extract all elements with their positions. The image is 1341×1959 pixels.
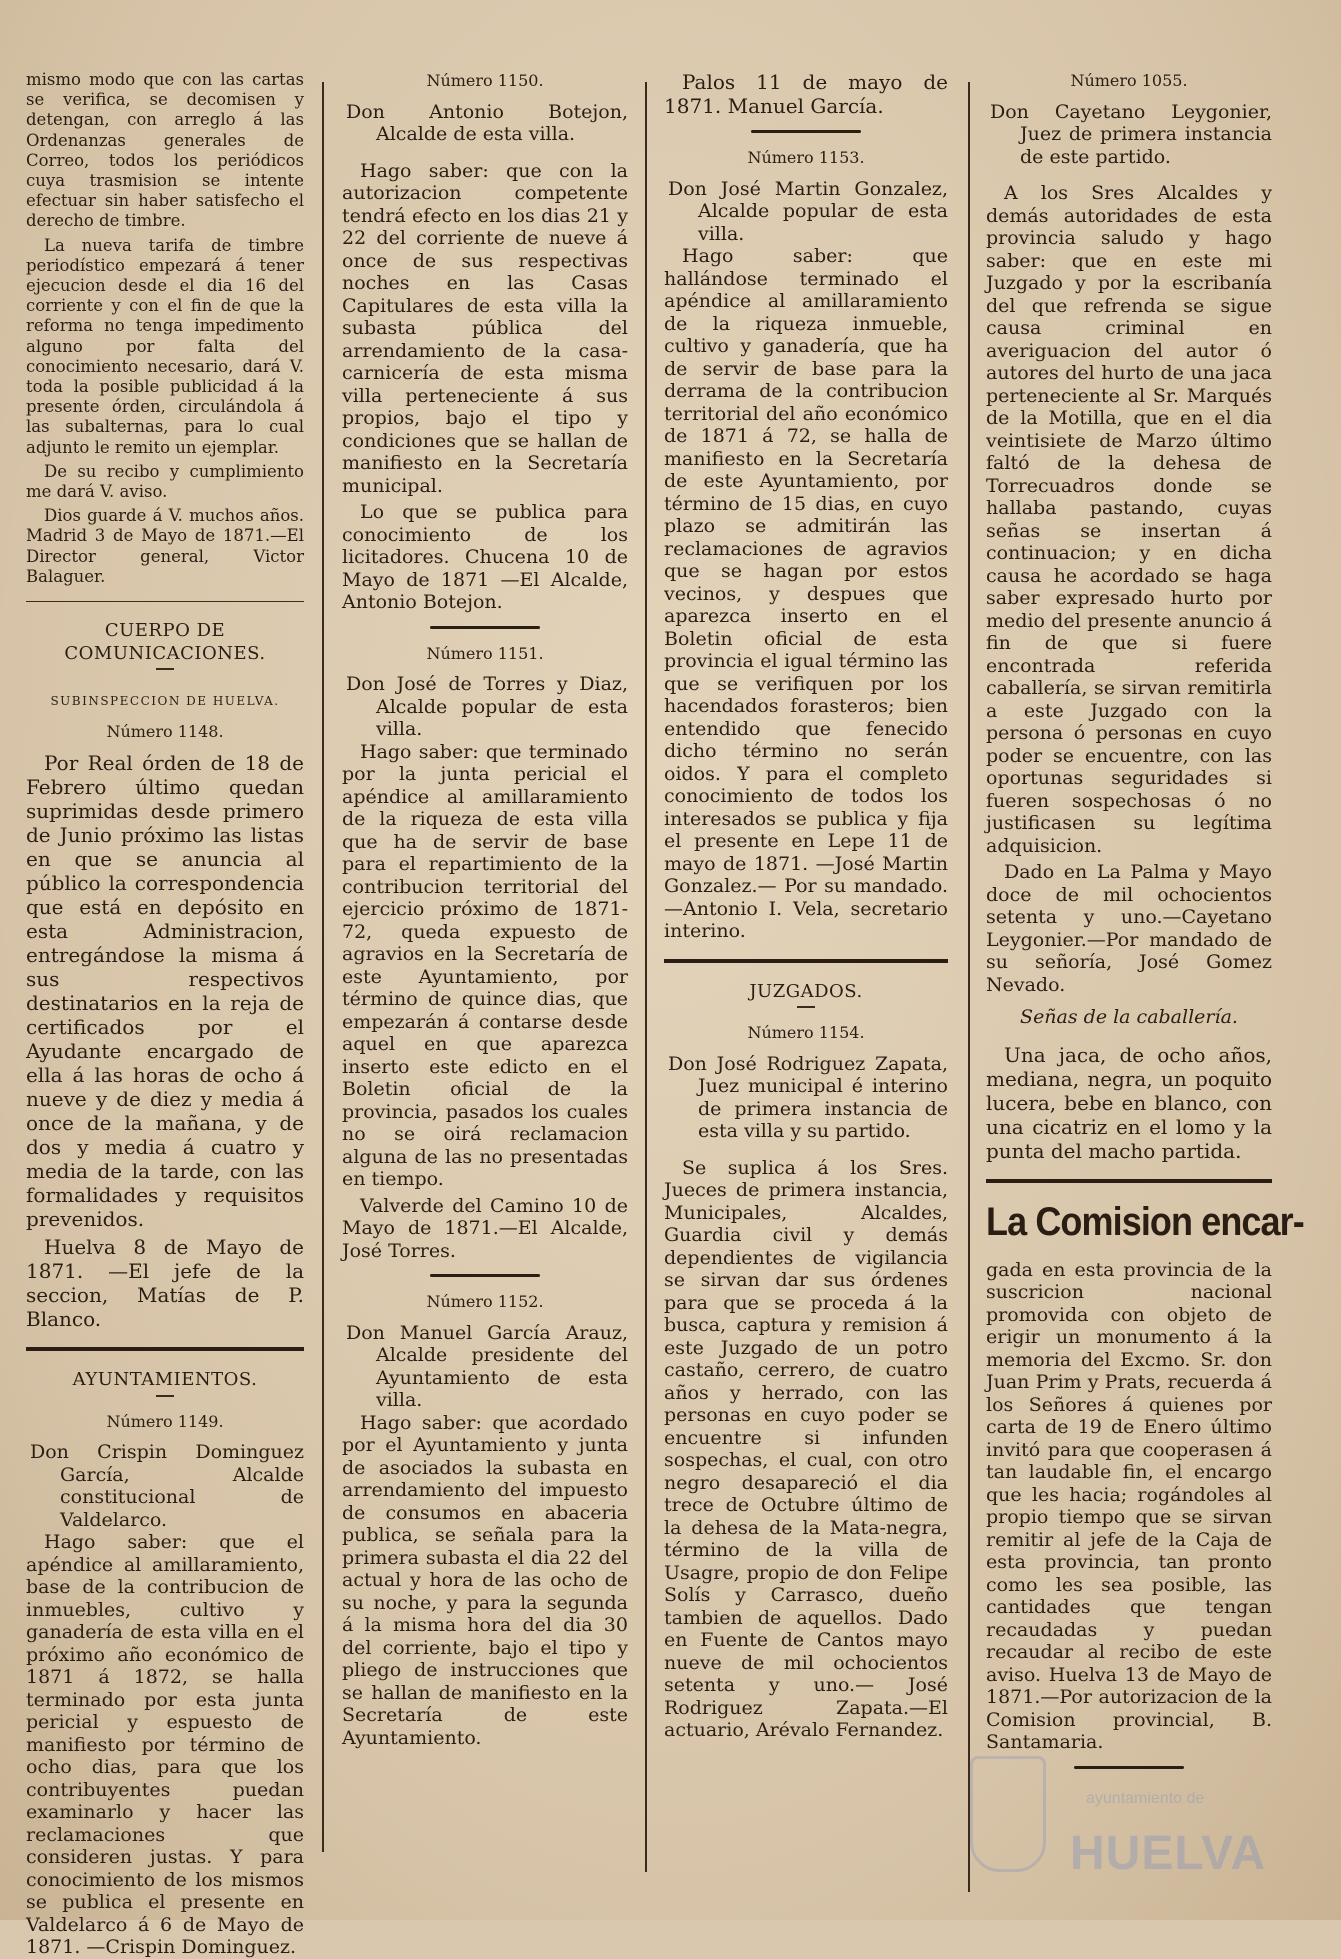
shield-icon — [970, 1756, 1046, 1872]
paragraph: gada en esta provincia de la suscricion nacional promovida con objeto de erigir un monumento á la memoria del Excmo. Sr. don Juan Prim y Prats, recuerda á los Señores á quienes por carta de 19 de Enero último invitó para que cooperasen á tan laudable fin, el encargo que les hacia; rogándoles al propio tiempo que se sirvan remitir al jefe de la Caja de esta provincia, tan pronto como les sea posible, las cantidades que tengan recaudadas y puedan recaudar al recibo de este aviso. Huelva 13 de Mayo de 1871.—Por autorizacion de la Comision provincial, B. Santamaria. — [986, 1258, 1272, 1753]
dash — [156, 668, 174, 670]
notice-number: Número 1151. — [426, 643, 544, 663]
notice-header: Don Cayetano Leygonier, Juez de primera instancia de este partido. — [990, 100, 1272, 168]
signature: Dado en La Palma y Mayo doce de mil ochocientos setenta y uno.—Cayetano Leygonier.—Por mandado de su señoría, José Gomez Nevado. — [986, 861, 1272, 996]
notice-header: Don Crispin Dominguez García, Alcalde constitucional de Valdelarco. — [30, 1441, 304, 1531]
notice-number: Número 1150. — [426, 71, 544, 90]
separator — [1074, 1766, 1184, 1769]
notice-number: Número 1149. — [106, 1411, 224, 1431]
paragraph: Hago saber: que terminado por la junta pericial el apéndice al amillaramiento de la riqueza de esta villa que ha de servir de base para el repartimiento de la contribucion territorial del ejercicio próximo de 1871-72, queda expuesto de agravios en la Secretaría de este Ayuntamiento, por término de quince dias, que empezarán á contarse desde aquel en que aparezca inserto este edicto en el Boletin oficial de la provincia, pasados los cuales no se oirá reclamacion alguna de las no presentadas en tiempo. — [342, 740, 628, 1190]
column-3 — [664, 70, 948, 1902]
paragraph: La nueva tarifa de timbre periodístico empezará á tener ejecucion desde el dia 16 del corriente y con el fin de que la reforma no tenga impedimento alguno por falta del conocimiento necesario, dará V. toda la posible publicidad á la presente órden, circulándola á las subalternas, para lo cual adjunto le remito un ejemplar. — [26, 235, 304, 457]
watermark-text: HUELVA — [1070, 1827, 1267, 1880]
notice-header: Don José Rodriguez Zapata, Juez municipal é interino de primera instancia de esta villa y su partido. — [668, 1052, 948, 1142]
signature: Dios guarde á V. muchos años. Madrid 3 de Mayo de 1871.—El Director general, Victor Balaguer. — [26, 506, 304, 586]
separator — [430, 626, 540, 629]
separator — [26, 601, 304, 602]
separator — [664, 959, 948, 963]
paragraph: Se suplica á los Sres. Jueces de primera instancia, Municipales, Alcaldes, Guardia civil y demás dependientes de vigilancia se sirvan dar sus órdenes para que se proceda á la busca, captura y remision á este Juzgado de un potro castaño, cerrero, de cuatro años y herrado, con las personas en cuyo poder se encuentre si infunden sospechas, el cual, con otro negro desapareció el dia trece de Octubre último de la dehesa de la Mata-negra, término de la villa de Usagre, propio de don Felipe Solís y Carrasco, dueño tambien de aquellos. Dado en Fuente de Cantos mayo nueve de mil ochocientos setenta y uno.— José Rodriguez Zapata.—El actuario, Arévalo Fernandez. — [664, 1156, 948, 1741]
separator — [430, 1274, 540, 1277]
notice-header: Don José de Torres y Diaz, Alcalde popular de esta villa. — [346, 673, 628, 740]
separator — [986, 1179, 1272, 1183]
column-divider — [322, 82, 324, 1852]
notice-number: Número 1055. — [1070, 71, 1188, 90]
subheading: Señas de la caballería. — [1020, 1006, 1238, 1028]
section-heading: AYUNTAMIENTOS. — [72, 1369, 258, 1391]
paragraph: Hago saber: que hallándose terminado el apéndice al amillaramiento de la riqueza inmueble, cultivo y ganadería, que ha de servir de base para la derrama de la contribucion territorial del año económico de 1871 á 72, se halla de manifiesto en la Secretaría de este Ayuntamiento, por término de 15 dias, en cuyo plazo se admitirán las reclamaciones de agravios que se hagan por estos vecinos, y despues que aparezca inserto en el Boletin oficial de esta provincia el igual término las que se verifiquen por los hacendados forasteros; bien entendido que fenecido dicho término no serán oidos. Y para el completo conocimiento de todos los interesados se publica y fija el presente en Lepe 11 de mayo de 1871. —José Martin Gonzalez.— Por su mandado.—Antonio I. Vela, secretario interino. — [664, 245, 948, 942]
notice-number: Número 1148. — [106, 721, 224, 741]
notice-number: Número 1154. — [747, 1023, 865, 1042]
paragraph: De su recibo y cumplimiento me dará V. aviso. — [26, 461, 304, 502]
paragraph: Hago saber: que acordado por el Ayuntamiento y junta de asociados la subasta en arrendamiento del impuesto de consumos en abaceria publica, se señala para la primera subasta el dia 22 del actual y hora de las ocho de su noche, y para la segunda á la misma hora del dia 30 del corriente, bajo el tipo y pliego de instrucciones que se hallan de manifiesto en la Secretaría de este Ayuntamiento. — [342, 1411, 628, 1749]
paragraph: Por Real órden de 18 de Febrero último quedan suprimidas desde primero de Junio próximo las listas en que se anuncia al público la correspondencia que está en depósito en esta Administracion, entregándose la misma á sus respectivos destinatarios en la reja de certificados por el Ayudante encargado de ella á las horas de ocho á nueve y de diez y media á once de la mañana, y de dos y media á cuatro y media de la tarde, con las formalidades y requisitos prevenidos. — [26, 751, 304, 1232]
watermark-text: ayuntamiento de — [1086, 1790, 1205, 1807]
column-4 — [986, 70, 1304, 1902]
notice-header: Don Antonio Botejon, Alcalde de esta villa. — [346, 100, 628, 145]
paragraph: Lo que se publica para conocimiento de los licitadores. Chucena 10 de Mayo de 1871 —El Alcalde, Antonio Botejon. — [342, 501, 628, 613]
column-divider — [645, 82, 647, 1872]
column-divider — [968, 82, 970, 1892]
continued-text: mismo modo que con las cartas se verifica, se decomisen y detengan, con arreglo á las Ordenanzas generales de Correo, todos los periódicos cuya trasmision se intente efectuar sin haber satisfecho el derecho de timbre. — [26, 70, 304, 231]
watermark — [1050, 1790, 1290, 1900]
dash — [797, 1006, 815, 1008]
headline: La Comision encar- — [986, 1199, 1304, 1244]
signature: Palos 11 de mayo de 1871. Manuel García. — [664, 70, 948, 118]
separator — [26, 1347, 304, 1351]
column-2 — [342, 70, 628, 1902]
separator — [751, 130, 861, 133]
notice-number: Número 1152. — [426, 1292, 544, 1311]
notice-number: Número 1153. — [747, 148, 865, 167]
signature: Valverde del Camino 10 de Mayo de 1871.—El Alcalde, José Torres. — [342, 1194, 628, 1262]
subsection-heading: SUBINSPECCION DE HUELVA. — [50, 694, 280, 709]
section-heading: JUZGADOS. — [749, 980, 863, 1002]
paragraph: Hago saber: que el apéndice al amillaramiento, base de la contribucion de inmuebles, cultivo y ganadería de esta villa en el próximo año económico de 1871 á 1872, se halla terminado por esta junta pericial y espuesto de manifiesto por término de ocho dias, para que los contribuyentes puedan examinarlo y hacer las reclamaciones que consideren justas. Y para conocimiento de los mismos se publica el presente en Valdelarco á 6 de Mayo de 1871. —Crispin Dominguez. — [26, 1531, 304, 1959]
section-heading: CUERPO DE COMUNICACIONES. — [64, 620, 266, 664]
paragraph: A los Sres Alcaldes y demás autoridades de esta provincia saludo y hago saber: que en este mi Juzgado y por la escribanía del que refrenda se sigue causa criminal en averiguacion del autor ó autores del hurto de una jaca perteneciente al Sr. Marqués de la Motilla, que en el dia veintisiete de Marzo último faltó de la dehesa de Torrecuadros donde se hallaba pastando, cuyas señas se insertan á continuacion; y en dicha causa he acordado se haga saber expresado hurto por medio del presente anuncio á fin de que si fuere encontrada referida caballería, se sirvan remitirla a este Juzgado con la persona ó personas en cuyo poder se encuentre, con las oportunas seguridades si fueren sospechosas ó no justificasen su legítima adquisicion. — [986, 182, 1272, 857]
paragraph: Una jaca, de ocho años, mediana, negra, un poquito lucera, bebe en blanco, con una cicatriz en el lomo y la punta del macho partida. — [986, 1042, 1272, 1163]
signature: Huelva 8 de Mayo de 1871. —El jefe de la seccion, Matías de P. Blanco. — [26, 1235, 304, 1332]
notice-header: Don Manuel García Arauz, Alcalde presidente del Ayuntamiento de esta villa. — [346, 1321, 628, 1411]
dash — [156, 1395, 174, 1397]
column-1 — [26, 70, 304, 1959]
notice-header: Don José Martin Gonzalez, Alcalde popular de esta villa. — [668, 177, 948, 245]
paragraph: Hago saber: que con la autorizacion competente tendrá efecto en los dias 21 y 22 del corriente de nueve á once de sus respectivas noches en las Casas Capitulares de esta villa la subasta pública del arrendamiento de la casa-carnicería de esta misma villa perteneciente á sus propios, bajo el tipo y condiciones que se hallan de manifiesto en la Secretaría municipal. — [342, 159, 628, 497]
